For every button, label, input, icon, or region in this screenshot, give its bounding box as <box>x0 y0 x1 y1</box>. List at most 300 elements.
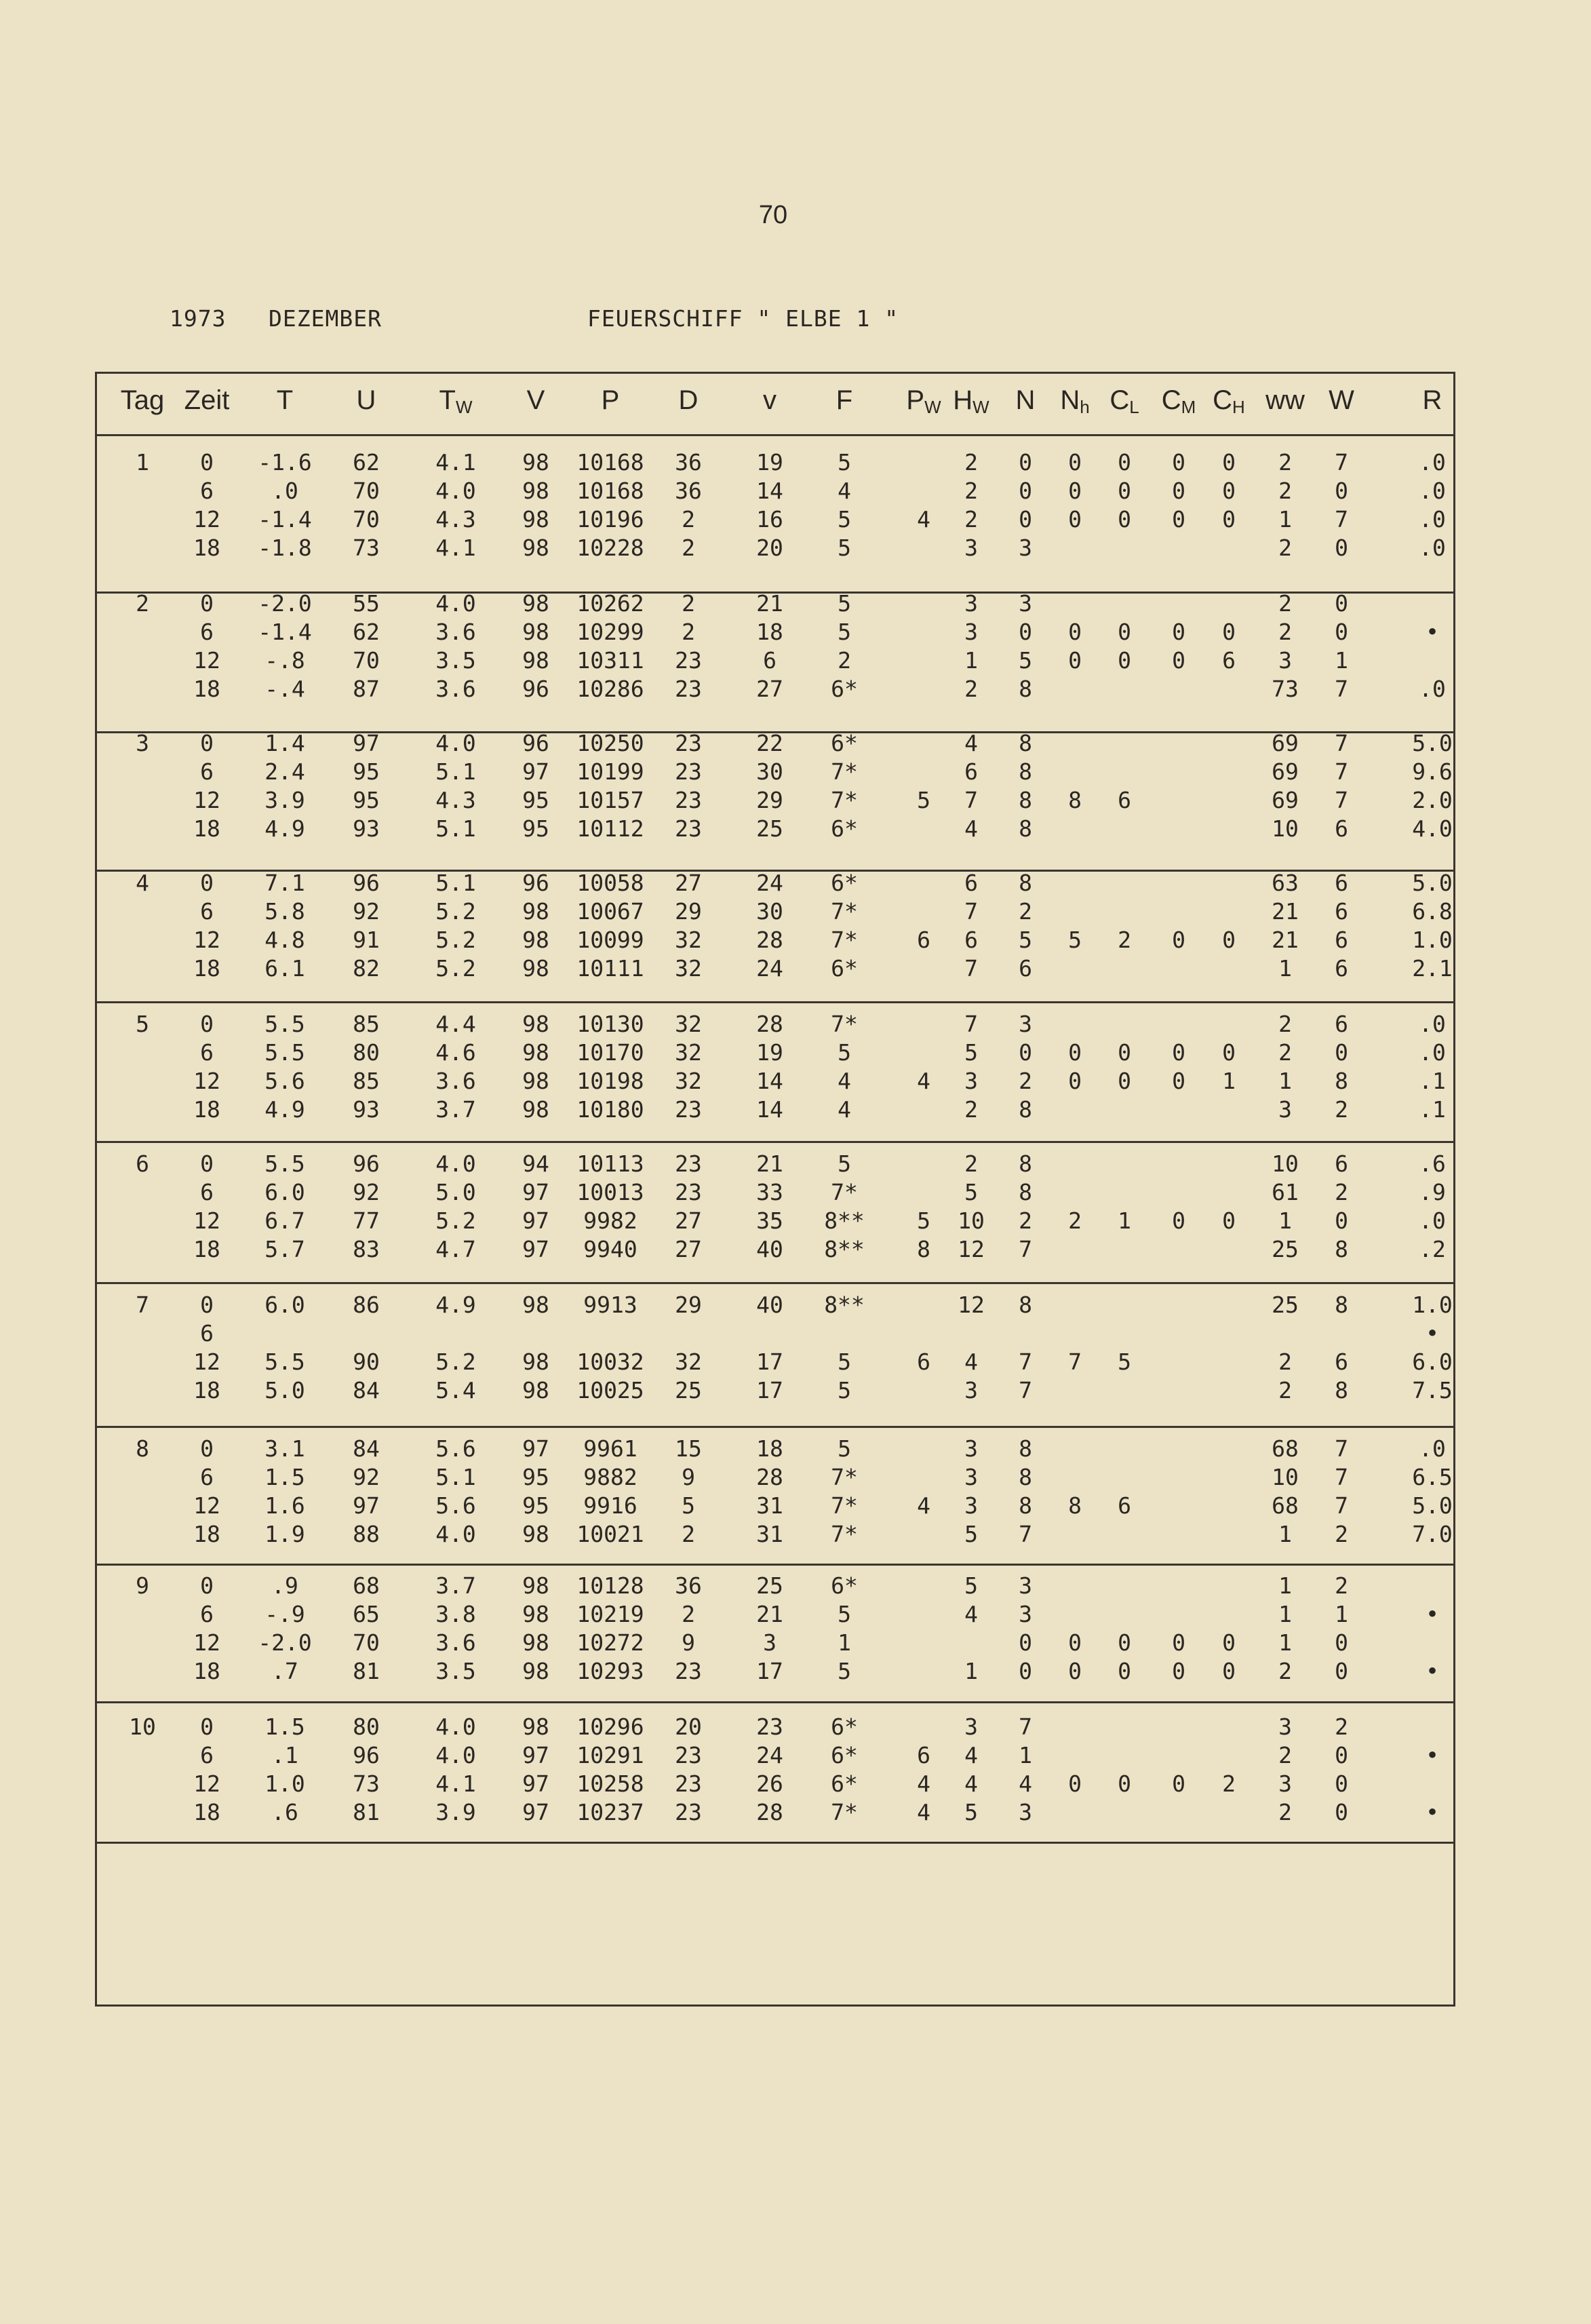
table-cell-r: .2 <box>1419 1236 1446 1262</box>
table-cell-n: 2 <box>1019 1207 1032 1234</box>
table-cell-f: 6* <box>831 730 858 756</box>
table-cell-nh: 5 <box>1068 927 1082 953</box>
table-cell-n: 1 <box>1019 1742 1032 1768</box>
table-cell-r: .0 <box>1419 676 1446 702</box>
table-cell-f: 7* <box>831 1464 858 1490</box>
col-header-u: U <box>356 385 376 415</box>
table-cell-v-speed: 28 <box>756 1011 783 1037</box>
table-cell-v-speed: 33 <box>756 1179 783 1205</box>
table-cell-n: 8 <box>1019 1179 1032 1205</box>
header-year: 1973 <box>170 305 227 332</box>
table-cell-p: 10058 <box>576 870 644 896</box>
table-cell-d: 2 <box>682 590 695 617</box>
table-cell-d: 23 <box>675 787 702 813</box>
table-cell-r: 5.0 <box>1412 730 1453 756</box>
table-cell-v: 98 <box>522 1658 549 1684</box>
table-cell-v: 98 <box>522 1011 549 1037</box>
table-cell-hw: 3 <box>964 1068 978 1094</box>
table-cell-n: 0 <box>1019 1629 1032 1656</box>
table-cell-w: 6 <box>1335 898 1348 925</box>
table-cell-p: 10311 <box>576 647 644 674</box>
table-cell-hw: 7 <box>964 898 978 925</box>
table-cell-d: 2 <box>682 506 695 532</box>
table-cell-r: 9.6 <box>1412 758 1453 785</box>
table-cell-p: 10237 <box>576 1799 644 1825</box>
table-cell-zeit: 6 <box>200 1179 214 1205</box>
table-cell-u: 92 <box>353 898 380 925</box>
table-cell-f: 2 <box>838 647 851 674</box>
table-cell-cl: 0 <box>1118 1068 1131 1094</box>
table-cell-tw: 5.2 <box>435 898 476 925</box>
table-cell-cm: 0 <box>1172 506 1185 532</box>
day-number: 2 <box>136 590 149 617</box>
table-cell-u: 97 <box>353 1492 380 1519</box>
table-cell-r: 7.5 <box>1412 1377 1453 1403</box>
table-cell-f: 7* <box>831 787 858 813</box>
table-rule <box>95 434 1455 436</box>
col-header-pw: $P_W$ <box>906 385 941 417</box>
table-cell-t: 1.6 <box>264 1492 305 1519</box>
table-cell-pw: 4 <box>917 1492 930 1519</box>
table-cell-r: .0 <box>1419 478 1446 504</box>
table-cell-v: 98 <box>522 1629 549 1656</box>
table-cell-r: .0 <box>1419 1011 1446 1037</box>
table-cell-w: 7 <box>1335 787 1348 813</box>
table-cell-r: 6.8 <box>1412 898 1453 925</box>
table-cell-v-speed: 31 <box>756 1521 783 1547</box>
table-cell-t: .1 <box>271 1742 298 1768</box>
table-cell-v: 94 <box>522 1150 549 1177</box>
table-cell-v: 97 <box>522 1742 549 1768</box>
table-cell-zeit: 12 <box>193 787 220 813</box>
table-cell-v-speed: 26 <box>756 1770 783 1797</box>
table-cell-f: 5 <box>838 619 851 645</box>
table-cell-v-speed: 21 <box>756 1601 783 1627</box>
table-cell-cl: 6 <box>1118 1492 1131 1519</box>
table-cell-w: 7 <box>1335 676 1348 702</box>
table-cell-t: 6.0 <box>264 1292 305 1318</box>
table-cell-f: 4 <box>838 1068 851 1094</box>
table-cell-f: 5 <box>838 1601 851 1627</box>
table-cell-r: .1 <box>1419 1068 1446 1094</box>
table-cell-p: 9982 <box>583 1207 637 1234</box>
table-cell-ch: 0 <box>1222 506 1236 532</box>
table-cell-cl: 2 <box>1118 927 1131 953</box>
table-cell-zeit: 18 <box>193 815 220 842</box>
table-cell-p: 10180 <box>576 1096 644 1123</box>
table-cell-v-speed: 19 <box>756 449 783 476</box>
table-cell-r: .1 <box>1419 1096 1446 1123</box>
table-cell-w: 0 <box>1335 1658 1348 1684</box>
table-cell-u: 85 <box>353 1068 380 1094</box>
table-cell-d: 2 <box>682 1521 695 1547</box>
table-cell-hw: 3 <box>964 535 978 561</box>
table-cell-v: 98 <box>522 619 549 645</box>
table-cell-ww: 2 <box>1278 1039 1292 1066</box>
table-cell-n: 0 <box>1019 1658 1032 1684</box>
table-cell-pw: 8 <box>917 1236 930 1262</box>
table-cell-t: -1.8 <box>258 535 312 561</box>
table-cell-d: 23 <box>675 1150 702 1177</box>
table-cell-t: -1.4 <box>258 506 312 532</box>
table-cell-ww: 63 <box>1272 870 1299 896</box>
table-cell-n: 8 <box>1019 1464 1032 1490</box>
table-cell-v-speed: 17 <box>756 1377 783 1403</box>
table-cell-f: 6* <box>831 676 858 702</box>
table-cell-ww: 69 <box>1272 730 1299 756</box>
table-cell-ww: 10 <box>1272 1150 1299 1177</box>
table-cell-hw: 3 <box>964 1377 978 1403</box>
col-header-tag: Tag <box>120 385 165 415</box>
table-cell-v: 97 <box>522 1435 549 1462</box>
table-cell-r: 1.0 <box>1412 927 1453 953</box>
table-cell-t: 5.5 <box>264 1150 305 1177</box>
table-cell-ww: 1 <box>1278 1572 1292 1599</box>
table-cell-ch: 0 <box>1222 1629 1236 1656</box>
table-cell-cm: 0 <box>1172 619 1185 645</box>
table-cell-ch: 0 <box>1222 1207 1236 1234</box>
table-cell-pw: 6 <box>917 1349 930 1375</box>
table-cell-zeit: 12 <box>193 1629 220 1656</box>
table-rule <box>95 1426 1455 1428</box>
table-cell-v: 98 <box>522 1349 549 1375</box>
table-cell-ww: 61 <box>1272 1179 1299 1205</box>
table-cell-v-speed: 14 <box>756 1068 783 1094</box>
table-cell-p: 10286 <box>576 676 644 702</box>
table-cell-p: 10228 <box>576 535 644 561</box>
table-cell-p: 10168 <box>576 449 644 476</box>
table-cell-hw: 2 <box>964 1096 978 1123</box>
table-cell-cl: 0 <box>1118 619 1131 645</box>
table-cell-t: 5.8 <box>264 898 305 925</box>
table-cell-tw: 4.6 <box>435 1039 476 1066</box>
header-station: FEUERSCHIFF " ELBE 1 " <box>587 305 899 332</box>
table-cell-n: 8 <box>1019 1492 1032 1519</box>
table-cell-tw: 4.0 <box>435 1150 476 1177</box>
table-cell-v-speed: 31 <box>756 1492 783 1519</box>
col-header-w: W <box>1329 385 1354 415</box>
table-cell-t: -.8 <box>264 647 305 674</box>
table-cell-r: .0 <box>1419 506 1446 532</box>
table-cell-zeit: 6 <box>200 1464 214 1490</box>
table-cell-v-speed: 28 <box>756 927 783 953</box>
table-cell-d: 23 <box>675 1742 702 1768</box>
table-cell-n: 3 <box>1019 1601 1032 1627</box>
table-cell-w: 2 <box>1335 1521 1348 1547</box>
table-cell-zeit: 12 <box>193 506 220 532</box>
table-cell-u: 97 <box>353 730 380 756</box>
table-cell-w: 2 <box>1335 1179 1348 1205</box>
table-cell-n: 0 <box>1019 619 1032 645</box>
table-rule <box>95 1001 1455 1003</box>
table-cell-v-speed: 16 <box>756 506 783 532</box>
table-cell-v: 96 <box>522 870 549 896</box>
table-cell-t: 6.1 <box>264 955 305 982</box>
table-cell-v: 98 <box>522 1521 549 1547</box>
table-cell-w: 6 <box>1335 955 1348 982</box>
table-cell-n: 0 <box>1019 449 1032 476</box>
table-cell-hw: 3 <box>964 619 978 645</box>
table-cell-u: 93 <box>353 815 380 842</box>
table-cell-hw: 4 <box>964 1349 978 1375</box>
table-cell-w: 6 <box>1335 1011 1348 1037</box>
table-cell-u: 70 <box>353 647 380 674</box>
table-cell-t: 3.9 <box>264 787 305 813</box>
table-cell-r: .0 <box>1419 1207 1446 1234</box>
table-cell-r: .9 <box>1419 1179 1446 1205</box>
table-cell-cm: 0 <box>1172 1068 1185 1094</box>
table-cell-v: 98 <box>522 898 549 925</box>
table-cell-u: 68 <box>353 1572 380 1599</box>
table-cell-u: 88 <box>353 1521 380 1547</box>
table-cell-p: 9913 <box>583 1292 637 1318</box>
table-cell-ww: 1 <box>1278 955 1292 982</box>
table-cell-v-speed: 18 <box>756 619 783 645</box>
table-cell-v: 97 <box>522 1236 549 1262</box>
table-cell-ww: 2 <box>1278 1349 1292 1375</box>
table-cell-f: 7* <box>831 758 858 785</box>
table-cell-n: 0 <box>1019 506 1032 532</box>
table-cell-tw: 4.0 <box>435 730 476 756</box>
table-cell-v: 98 <box>522 1039 549 1066</box>
table-rule <box>95 1701 1455 1703</box>
table-cell-p: 10111 <box>576 955 644 982</box>
table-cell-d: 23 <box>675 758 702 785</box>
table-cell-tw: 3.5 <box>435 647 476 674</box>
table-cell-tw: 4.0 <box>435 1521 476 1547</box>
table-cell-hw: 5 <box>964 1799 978 1825</box>
table-cell-n: 8 <box>1019 787 1032 813</box>
table-cell-v: 98 <box>522 478 549 504</box>
table-cell-nh: 0 <box>1068 449 1082 476</box>
col-header-ww: ww <box>1265 385 1305 415</box>
day-number: 5 <box>136 1011 149 1037</box>
table-cell-u: 81 <box>353 1799 380 1825</box>
table-cell-tw: 3.6 <box>435 619 476 645</box>
table-cell-n: 7 <box>1019 1236 1032 1262</box>
table-cell-t: 5.0 <box>264 1377 305 1403</box>
table-cell-tw: 5.1 <box>435 815 476 842</box>
table-cell-tw: 3.7 <box>435 1096 476 1123</box>
table-cell-hw: 1 <box>964 647 978 674</box>
table-cell-nh: 7 <box>1068 1349 1082 1375</box>
table-cell-ww: 68 <box>1272 1492 1299 1519</box>
table-cell-w: 0 <box>1335 1207 1348 1234</box>
table-cell-nh: 8 <box>1068 787 1082 813</box>
table-cell-n: 0 <box>1019 478 1032 504</box>
table-cell-f: 6* <box>831 1572 858 1599</box>
table-cell-n: 6 <box>1019 955 1032 982</box>
table-cell-v: 96 <box>522 676 549 702</box>
table-cell-p: 10262 <box>576 590 644 617</box>
table-cell-v-speed: 17 <box>756 1349 783 1375</box>
table-cell-d: 23 <box>675 815 702 842</box>
table-cell-v-speed: 14 <box>756 1096 783 1123</box>
table-cell-w: 1 <box>1335 1601 1348 1627</box>
table-cell-tw: 4.3 <box>435 787 476 813</box>
table-cell-zeit: 18 <box>193 1096 220 1123</box>
table-cell-v: 97 <box>522 1770 549 1797</box>
table-cell-v-speed: 40 <box>756 1292 783 1318</box>
col-header-tw: $T_W$ <box>439 385 473 417</box>
table-cell-zeit: 6 <box>200 1601 214 1627</box>
table-cell-u: 73 <box>353 1770 380 1797</box>
table-cell-r: 6.5 <box>1412 1464 1453 1490</box>
table-cell-n: 4 <box>1019 1770 1032 1797</box>
table-cell-t: -2.0 <box>258 1629 312 1656</box>
table-cell-u: 95 <box>353 787 380 813</box>
table-cell-ww: 69 <box>1272 758 1299 785</box>
table-cell-p: 10170 <box>576 1039 644 1066</box>
table-cell-p: 10291 <box>576 1742 644 1768</box>
table-cell-n: 0 <box>1019 1039 1032 1066</box>
table-cell-p: 10296 <box>576 1713 644 1740</box>
table-cell-hw: 10 <box>958 1207 985 1234</box>
table-cell-tw: 3.8 <box>435 1601 476 1627</box>
table-cell-u: 90 <box>353 1349 380 1375</box>
table-cell-tw: 3.6 <box>435 1629 476 1656</box>
table-cell-u: 62 <box>353 449 380 476</box>
table-cell-v: 98 <box>522 1096 549 1123</box>
col-header-cl: $C_L$ <box>1109 385 1139 417</box>
table-cell-t: -.9 <box>264 1601 305 1627</box>
table-cell-zeit: 0 <box>200 730 214 756</box>
table-cell-w: 0 <box>1335 535 1348 561</box>
table-cell-r: • <box>1426 1799 1439 1825</box>
table-cell-t: 7.1 <box>264 870 305 896</box>
table-cell-zeit: 0 <box>200 1435 214 1462</box>
table-cell-u: 80 <box>353 1713 380 1740</box>
table-cell-f: 5 <box>838 506 851 532</box>
table-cell-v: 98 <box>522 535 549 561</box>
table-cell-n: 8 <box>1019 815 1032 842</box>
table-cell-cl: 0 <box>1118 647 1131 674</box>
table-cell-v: 95 <box>522 1492 549 1519</box>
table-cell-nh: 8 <box>1068 1492 1082 1519</box>
table-cell-cm: 0 <box>1172 1658 1185 1684</box>
table-cell-d: 9 <box>682 1464 695 1490</box>
table-cell-t: 1.5 <box>264 1464 305 1490</box>
table-cell-t: 5.5 <box>264 1039 305 1066</box>
table-cell-cl: 0 <box>1118 478 1131 504</box>
table-cell-f: 6* <box>831 955 858 982</box>
table-cell-u: 70 <box>353 1629 380 1656</box>
table-cell-v-speed: 21 <box>756 590 783 617</box>
table-cell-ww: 1 <box>1278 1521 1292 1547</box>
table-cell-zeit: 12 <box>193 1068 220 1094</box>
table-cell-t: 4.8 <box>264 927 305 953</box>
table-cell-f: 5 <box>838 1150 851 1177</box>
day-number: 1 <box>136 449 149 476</box>
table-cell-d: 23 <box>675 1658 702 1684</box>
col-header-d: D <box>678 385 699 415</box>
table-cell-f: 5 <box>838 1435 851 1462</box>
table-cell-w: 2 <box>1335 1713 1348 1740</box>
table-cell-tw: 4.1 <box>435 535 476 561</box>
table-cell-n: 2 <box>1019 1068 1032 1094</box>
table-cell-ww: 3 <box>1278 1096 1292 1123</box>
table-cell-v-speed: 24 <box>756 870 783 896</box>
table-cell-tw: 3.9 <box>435 1799 476 1825</box>
table-cell-tw: 4.4 <box>435 1011 476 1037</box>
table-cell-hw: 4 <box>964 815 978 842</box>
table-cell-w: 2 <box>1335 1096 1348 1123</box>
table-cell-v: 95 <box>522 787 549 813</box>
table-cell-hw: 5 <box>964 1521 978 1547</box>
table-cell-cm: 0 <box>1172 927 1185 953</box>
table-cell-p: 10021 <box>576 1521 644 1547</box>
table-cell-zeit: 18 <box>193 676 220 702</box>
table-cell-f: 6* <box>831 815 858 842</box>
table-cell-v-speed: 19 <box>756 1039 783 1066</box>
table-cell-zeit: 12 <box>193 1349 220 1375</box>
table-cell-n: 3 <box>1019 1572 1032 1599</box>
col-header-n: N <box>1015 385 1036 415</box>
table-cell-p: 10113 <box>576 1150 644 1177</box>
table-cell-cl: 5 <box>1118 1349 1131 1375</box>
table-cell-ch: 2 <box>1222 1770 1236 1797</box>
table-cell-cm: 0 <box>1172 1770 1185 1797</box>
table-cell-f: 5 <box>838 1039 851 1066</box>
table-cell-nh: 0 <box>1068 1629 1082 1656</box>
table-cell-v: 97 <box>522 1179 549 1205</box>
table-cell-ww: 10 <box>1272 1464 1299 1490</box>
table-cell-pw: 5 <box>917 1207 930 1234</box>
table-cell-ww: 2 <box>1278 1658 1292 1684</box>
table-cell-hw: 5 <box>964 1039 978 1066</box>
table-cell-d: 27 <box>675 1236 702 1262</box>
table-cell-r: .6 <box>1419 1150 1446 1177</box>
table-cell-nh: 0 <box>1068 1658 1082 1684</box>
table-cell-u: 84 <box>353 1377 380 1403</box>
table-cell-v-speed: 24 <box>756 955 783 982</box>
table-cell-v-speed: 28 <box>756 1799 783 1825</box>
table-cell-ww: 2 <box>1278 1799 1292 1825</box>
table-cell-nh: 0 <box>1068 1039 1082 1066</box>
day-number: 3 <box>136 730 149 756</box>
table-cell-t: 2.4 <box>264 758 305 785</box>
table-cell-d: 2 <box>682 535 695 561</box>
table-cell-r: .0 <box>1419 535 1446 561</box>
table-cell-t: 1.5 <box>264 1713 305 1740</box>
table-cell-p: 10272 <box>576 1629 644 1656</box>
table-cell-r: 5.0 <box>1412 870 1453 896</box>
table-cell-hw: 6 <box>964 870 978 896</box>
table-cell-v: 98 <box>522 955 549 982</box>
table-cell-pw: 6 <box>917 1742 930 1768</box>
table-cell-u: 65 <box>353 1601 380 1627</box>
table-cell-tw: 5.1 <box>435 870 476 896</box>
table-cell-cm: 0 <box>1172 1207 1185 1234</box>
table-cell-v: 98 <box>522 1377 549 1403</box>
table-cell-w: 7 <box>1335 730 1348 756</box>
page-number: 70 <box>758 201 788 229</box>
table-cell-d: 32 <box>675 1039 702 1066</box>
table-cell-pw: 4 <box>917 506 930 532</box>
table-cell-u: 77 <box>353 1207 380 1234</box>
table-cell-p: 9916 <box>583 1492 637 1519</box>
table-cell-r: 2.1 <box>1412 955 1453 982</box>
table-cell-hw: 3 <box>964 1713 978 1740</box>
table-cell-w: 7 <box>1335 1492 1348 1519</box>
table-cell-zeit: 18 <box>193 1521 220 1547</box>
table-cell-n: 7 <box>1019 1713 1032 1740</box>
table-cell-v: 97 <box>522 758 549 785</box>
table-cell-v: 95 <box>522 1464 549 1490</box>
table-cell-p: 10250 <box>576 730 644 756</box>
table-cell-f: 6* <box>831 1770 858 1797</box>
table-cell-zeit: 12 <box>193 1770 220 1797</box>
